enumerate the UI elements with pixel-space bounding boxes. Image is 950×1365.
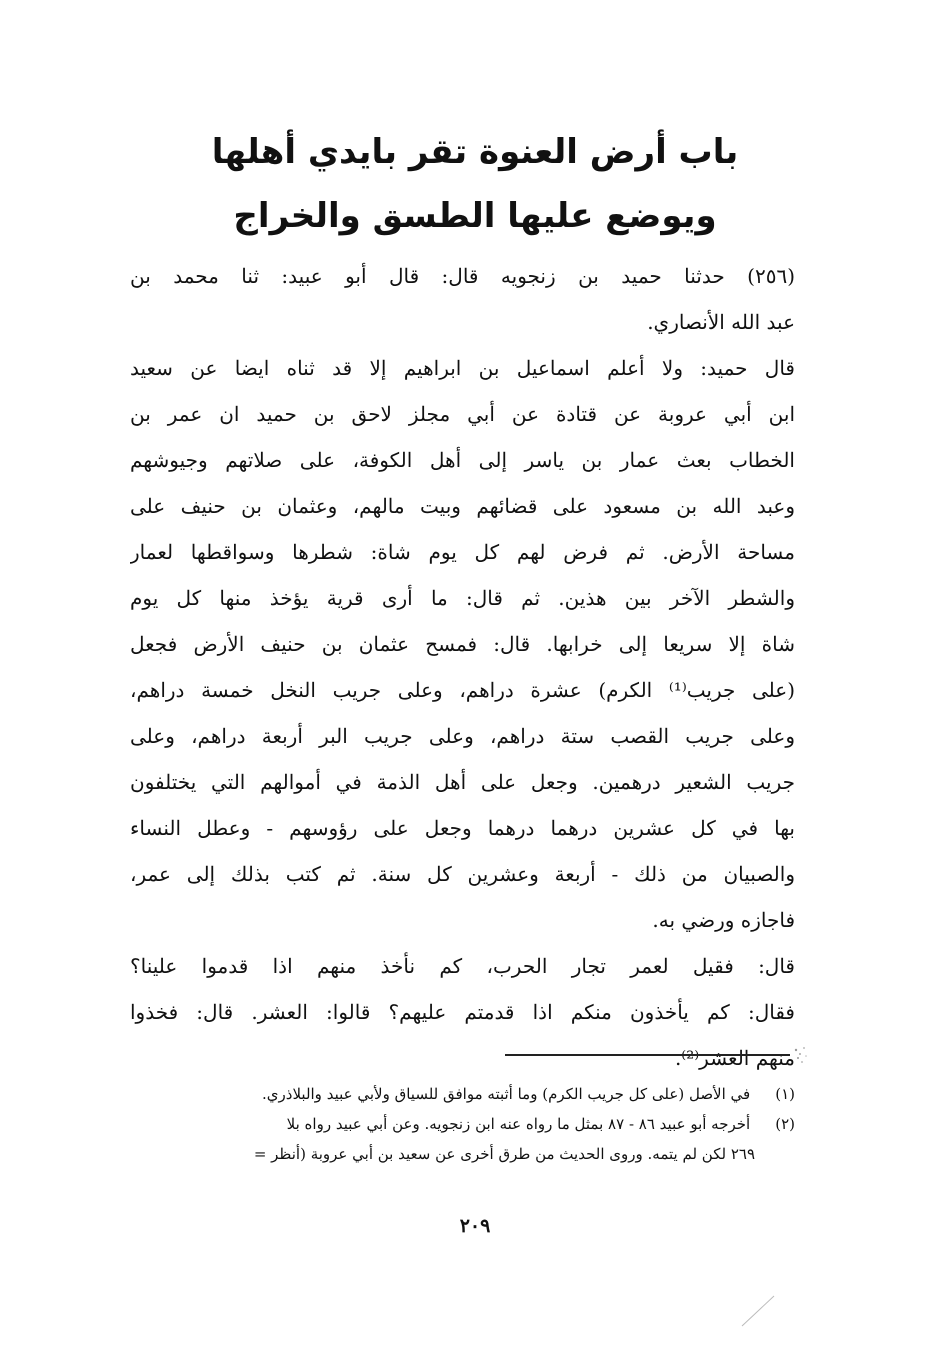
body-line: جريب الشعير درهمين. وجعل على أهل الذمة في أموالهم التي يختلفون xyxy=(130,770,795,794)
pencil-mark-icon xyxy=(740,1290,780,1330)
footnote-1 xyxy=(130,1080,795,1108)
footnote-number: (٢) xyxy=(775,1115,795,1133)
chapter-title-line-1: باب أرض العنوة تقر بايدي أهلها xyxy=(211,132,739,172)
body-line: قال: فقيل لعمر تجار الحرب، كم نأخذ منهم اذا قدموا علينا؟ xyxy=(130,954,795,978)
body-line: (٢٥٦) حدثنا حميد بن زنجويه قال: قال أبو عبيد: ثنا محمد بن xyxy=(130,264,795,288)
body-line: بها في كل عشرين درهما درهما وجعل على رؤوسهم - وعطل النساء xyxy=(130,816,795,840)
body-line: ابن أبي عروبة عن قتادة عن أبي مجلز لاحق بن حميد ان عمر بن xyxy=(130,402,795,426)
body-line: وعبد الله بن مسعود على قضائهم وبيت مالهم، وعثمان بن حنيف على xyxy=(130,494,795,518)
page-number: ٢٠٩ xyxy=(459,1215,491,1237)
body-line: والصبيان من ذلك - أربعة وعشرين كل سنة. ثم كتب بذلك إلى عمر، xyxy=(130,862,795,886)
footnote-number: (١) xyxy=(775,1085,795,1103)
footnote-2-continued: ٢٦٩ لكن لم يتمه. وروى الحديث من طرق أخرى عن سعيد بن أبي عروبة (أنظر = xyxy=(253,1145,755,1163)
body-line: وعلى جريب القصب ستة دراهم، وعلى جريب البر أربعة دراهم، وعلى xyxy=(130,724,795,748)
body-line: فاجازه ورضي به. xyxy=(652,908,795,932)
body-line: والشطر الآخر بين هذين. ثم قال: ما أرى قرية يؤخذ منها كل يوم xyxy=(130,586,795,610)
body-line: شاة إلا سريعا إلى خرابها. قال: فمسح عثمان بن حنيف الأرض فجعل xyxy=(130,632,795,656)
body-line: عبد الله الأنصاري. xyxy=(647,310,795,334)
body-line: فقال: كم يأخذون منكم اذا قدمتم عليهم؟ قالوا: العشر. قال: فخذوا xyxy=(130,1000,795,1024)
chapter-title-line-2: ويوضع عليها الطسق والخراج xyxy=(233,196,717,236)
footnote-text: في الأصل (على كل جريب الكرم) وما أثبته موافق للسياق ولأبي عبيد والبلاذري. xyxy=(262,1085,751,1103)
body-line: قال حميد: ولا أعلم اسماعيل بن ابراهيم إلا قد ثناه ايضا عن سعيد xyxy=(130,356,795,380)
body-line: مساحة الأرض. ثم فرض لهم كل يوم شاة: شطرها وسواقطها لعمار xyxy=(130,540,795,564)
body-line: الخطاب بعث عمار بن ياسر إلى أهل الكوفة، على صلاتهم وجيوشهم xyxy=(130,448,795,472)
body-line: (على جريب⁽¹⁾ الكرم) عشرة دراهم، وعلى جريب النخل خمسة دراهم، xyxy=(130,678,795,702)
footnote-separator xyxy=(505,1054,790,1056)
body-line: منهم العشر⁽²⁾. xyxy=(674,1046,795,1070)
footnote-2 xyxy=(130,1110,795,1138)
footnote-text: أخرجه أبو عبيد ٨٦ - ٨٧ بمثل ما رواه عنه ابن زنجويه. وعن أبي عبيد رواه بلا xyxy=(286,1115,751,1133)
ink-speck-icon xyxy=(790,1042,812,1068)
